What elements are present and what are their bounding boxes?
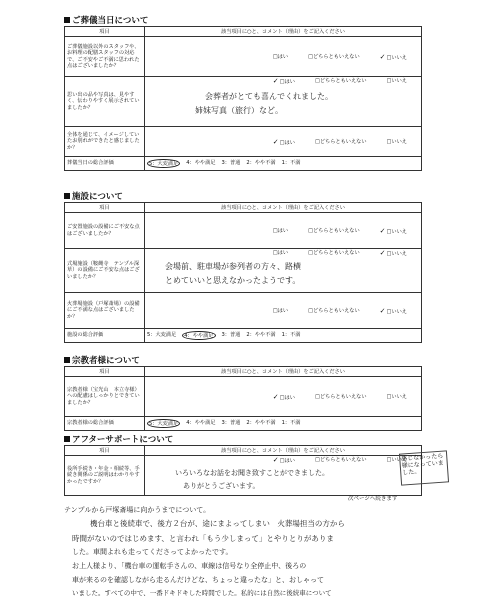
facilities-table — [64, 202, 422, 343]
rating-4[interactable]: 4：やや満足 — [184, 333, 214, 339]
opt-yes[interactable]: □はい — [272, 227, 289, 234]
opt-no[interactable]: □いいえ — [386, 457, 407, 463]
opt-yes[interactable]: □はい — [272, 53, 289, 60]
section-title-funeral-day — [64, 14, 148, 26]
free-comment-line: した。車間よれも走ってくださってよかったです。 — [72, 548, 233, 556]
opt-yes[interactable]: □はい — [272, 250, 289, 256]
opt-yes-label: □はい — [279, 79, 295, 85]
margin-note: 感じなかったら様になっていました。 — [399, 450, 449, 485]
item-header: 項目 — [65, 367, 145, 377]
rating-4[interactable]: 4：やや満足 — [186, 160, 216, 166]
opt-yes[interactable]: □はい — [272, 307, 289, 314]
handwritten-comment-1: いろいろなお話をお聞き致すことができました。 — [175, 469, 329, 477]
free-comment-line: 機台車と後続車で、後方２台が、途にまよってしまい 火葬場担当の方から — [90, 519, 345, 528]
handwritten-comment-2: とめていいと思えなかったようです。 — [165, 276, 301, 285]
opt-yes-label: □はい — [279, 394, 295, 401]
handwritten-comment-1: 会葬者がとても喜んでくれました。 — [205, 92, 333, 101]
opt-neutral[interactable]: □どちらともいえない — [308, 53, 360, 60]
section-title-religious — [64, 354, 140, 366]
section-title-text: ご葬儀当日について — [72, 16, 149, 26]
section-title-text: 宗教者様について — [72, 356, 140, 366]
opt-yes-label: □はい — [279, 139, 295, 146]
opt-neutral[interactable]: □どちらともいえない — [314, 78, 367, 84]
rating-4[interactable]: 4：やや満足 — [186, 420, 216, 426]
question-ceremony-hall: 式場施設（鞍縄寺 テンプル深草）の設備にご不安な点はございましたか？ — [65, 249, 145, 293]
overall-label: 施設の総合評価 — [65, 329, 145, 343]
question-staff: ご葬儀施設以外のスタッフや、お料理の配膳スタッフの対応で、ご不安やご不満に思われた点はございましたか？ — [65, 37, 145, 77]
after-support-table — [64, 445, 422, 496]
opt-neutral[interactable]: □どちらともいえない — [314, 393, 367, 400]
overall-label: 葬儀当日の総合評価 — [65, 157, 145, 171]
opt-neutral[interactable]: □どちらともいえない — [308, 227, 360, 234]
question-resting-facility: ご安置施設の設備にご不安な点はございましたか？ — [65, 213, 145, 249]
free-comment-line: テンプルから戸塚斎場に向かうまでについて。 — [64, 506, 211, 514]
section-title-facilities — [64, 190, 123, 202]
free-comment-line: 車が来るのを確認しながら走るんだけどな、ちょっと違ったな」と、おしゃって — [72, 576, 324, 584]
rating-3[interactable]: 3：普通 — [221, 420, 241, 426]
opt-yes[interactable]: ✓□はい — [272, 137, 295, 146]
handwritten-comment-2: ありがとうございます。 — [183, 482, 260, 490]
opt-no-label: □いいえ — [386, 308, 407, 315]
section-title-text: アフターサポートについて — [72, 435, 174, 445]
question-farewell: 全体を通じて、イメージしていたお別れができたと感じましたか？ — [65, 127, 145, 157]
overall-label: 宗教者様の総合評価 — [65, 417, 145, 431]
opt-no[interactable]: ✓□いいえ — [379, 226, 407, 235]
section-title-text: 施設について — [72, 192, 123, 202]
rating-scale — [147, 419, 419, 428]
handwritten-comment-1: 会場前、駐車場が参列者の方々、路横 — [165, 262, 301, 271]
opt-no-label: □いいえ — [386, 228, 407, 235]
item-header: 項目 — [65, 27, 145, 37]
rating-5[interactable]: 5：大変満足 — [149, 421, 179, 427]
question-procedures: 役所手続き・年金・相続等、手続き関係のご説明はわかりやすかったですか？ — [65, 456, 145, 496]
rating-scale — [147, 159, 419, 168]
opt-neutral[interactable]: □どちらともいえない — [314, 457, 367, 463]
rating-1[interactable]: 1：不満 — [281, 160, 301, 166]
opt-neutral[interactable]: □どちらともいえない — [314, 138, 367, 145]
rating-1[interactable]: 1：不満 — [281, 332, 301, 338]
rating-3[interactable]: 3：普通 — [221, 332, 241, 338]
answer-header: 該当項目に○と、コメント（理由）をご記入ください — [145, 203, 422, 213]
opt-no[interactable]: ✓□いいえ — [379, 306, 407, 315]
free-comment-line: お上人様より、「機台車の運転手さんの、車線は信号なり全停止中、後ろの — [72, 562, 307, 570]
next-page-note: 次ページへ続きます — [348, 496, 398, 502]
section-title-after-support — [64, 433, 173, 445]
opt-neutral[interactable]: □どちらともいえない — [308, 307, 360, 314]
opt-yes[interactable]: ✓□はい — [272, 77, 295, 85]
opt-no[interactable]: ✓□いいえ — [379, 249, 407, 257]
opt-no[interactable]: □いいえ — [386, 393, 407, 400]
opt-yes-label: □はい — [279, 458, 295, 464]
opt-no-label: □いいえ — [386, 54, 407, 61]
answer-header: 該当項目に○と、コメント（理由）をご記入ください — [145, 27, 422, 37]
handwritten-comment-2: 姉妹写真（旅行）など。 — [195, 106, 283, 115]
opt-no[interactable]: □いいえ — [386, 138, 407, 145]
answer-header: 該当項目に○と、コメント（理由）をご記入ください — [145, 367, 422, 377]
rating-2[interactable]: 2：やや不満 — [246, 160, 276, 166]
opt-no-label: □いいえ — [386, 251, 407, 257]
opt-neutral[interactable]: □どちらともいえない — [308, 250, 360, 256]
rating-2[interactable]: 2：やや不満 — [246, 420, 276, 426]
opt-yes[interactable]: ✓□はい — [272, 456, 295, 464]
answer-header: 該当項目に○と、コメント（理由）をご記入ください — [145, 446, 422, 456]
opt-no[interactable]: ✓□いいえ — [379, 52, 407, 61]
funeral-day-table — [64, 26, 422, 171]
item-header: 項目 — [65, 203, 145, 213]
opt-no[interactable]: □いいえ — [386, 78, 407, 84]
question-priest: 宗教者様（宝光山 本立寺様）への配慮はしっかりとできていましたか？ — [65, 377, 145, 417]
rating-1[interactable]: 1：不満 — [281, 420, 301, 426]
rating-5[interactable]: 5：大変満足 — [147, 332, 177, 338]
item-header: 項目 — [65, 446, 145, 456]
question-memorial-items: 思い出の品や写真は、見やすく、伝わりやすく展示されていましたか？ — [65, 77, 145, 127]
question-crematorium: 火葬場施設（戸塚斎場）の設備にご不満な点はございましたか？ — [65, 293, 145, 329]
rating-2[interactable]: 2：やや不満 — [246, 332, 276, 338]
rating-scale — [147, 331, 419, 340]
opt-yes[interactable]: ✓□はい — [272, 392, 295, 401]
free-comment-line: 時間がないのではじめます、と言われ「もう少しまって」とやりとりがありま — [72, 534, 334, 543]
religious-table — [64, 366, 422, 431]
free-comment-line: いました。すべての中で、一番ドキドキした時間でした。私的には自然に後続車について — [72, 589, 332, 597]
rating-5[interactable]: 5：大変満足 — [149, 161, 179, 167]
rating-3[interactable]: 3：普通 — [221, 160, 241, 166]
